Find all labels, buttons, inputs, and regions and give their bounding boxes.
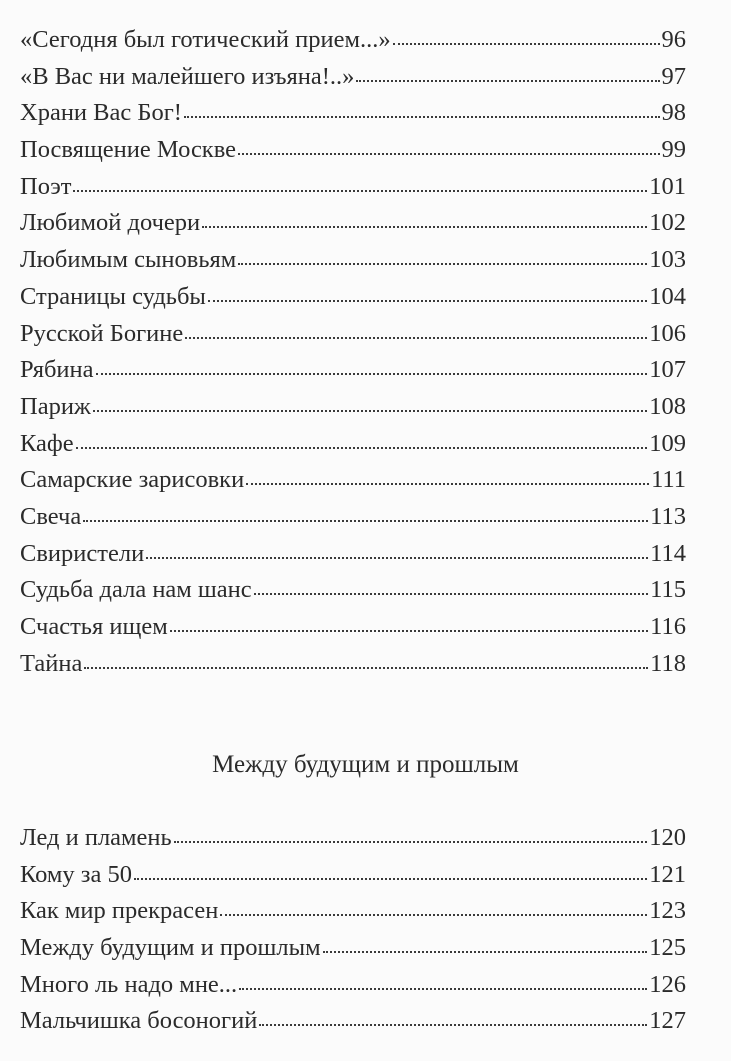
toc-entry-page: 101 (649, 172, 686, 200)
dot-leader (220, 912, 647, 916)
toc-entry-title: Храни Вас Бог! (20, 99, 182, 127)
toc-entry-title: «В Вас ни малейшего изъяна!..» (20, 62, 355, 90)
dot-leader (174, 839, 648, 843)
toc-entry[interactable] (20, 132, 686, 169)
section-heading: Между будущим и прошлым (212, 751, 519, 778)
toc-entry[interactable] (20, 646, 686, 683)
toc-entry-title: Поэт (20, 172, 72, 200)
toc-entry[interactable] (20, 389, 686, 426)
dot-leader (246, 481, 649, 485)
toc-entry[interactable] (20, 930, 686, 967)
toc-entry-page: 114 (650, 539, 686, 567)
toc-entry[interactable] (20, 499, 686, 536)
toc-entry-page: 126 (649, 970, 686, 998)
toc-entry[interactable] (20, 426, 686, 463)
toc-entry-title: Счастья ищем (20, 613, 168, 640)
toc-entry-page: 127 (649, 1007, 686, 1035)
toc-entry[interactable] (20, 59, 686, 96)
toc-entry-page: 108 (649, 392, 686, 420)
toc-list-part-2 (20, 820, 686, 1040)
toc-entry-title: Париж (20, 392, 91, 420)
dot-leader (208, 298, 647, 302)
toc-entry[interactable] (20, 462, 686, 499)
dot-leader (323, 949, 648, 953)
dot-leader (185, 335, 647, 339)
toc-entry[interactable] (20, 572, 686, 609)
dot-leader (238, 261, 647, 265)
toc-entry-page: 116 (650, 613, 686, 640)
toc-entry[interactable] (20, 169, 686, 206)
dot-leader (134, 876, 647, 880)
toc-entry-page: 120 (649, 824, 686, 851)
toc-entry-title: Кафе (20, 429, 74, 457)
dot-leader (239, 986, 647, 990)
toc-entry[interactable] (20, 95, 686, 132)
dot-leader (96, 371, 648, 375)
toc-entry-page: 115 (650, 576, 686, 604)
toc-entry-title: Как мир прекрасен (20, 897, 219, 925)
toc-entry-title: Много ль надо мне... (20, 970, 238, 998)
toc-entry-page: 118 (650, 649, 686, 677)
toc-entry[interactable] (20, 279, 686, 316)
toc-entry-title: Посвящение Москве (20, 136, 237, 164)
dot-leader (76, 445, 648, 449)
toc-entry-title: Любимым сыновьям (20, 246, 237, 274)
toc-entry-title: Страницы судьбы (20, 282, 206, 310)
toc-entry-title: Судьба дала нам шанс (20, 576, 252, 604)
toc-entry-title: Мальчишка босоногий (20, 1007, 258, 1035)
toc-entry-title: Любимой дочери (20, 209, 201, 237)
toc-entry-page: 103 (649, 246, 686, 274)
dot-leader (254, 591, 648, 595)
toc-entry-page: 111 (651, 466, 686, 494)
toc-entry-title: Между будущим и прошлым (20, 934, 321, 962)
toc-entry[interactable] (20, 536, 686, 573)
toc-entry[interactable] (20, 967, 686, 1004)
dot-leader (146, 555, 648, 559)
toc-entry[interactable] (20, 242, 686, 279)
dot-leader (84, 665, 648, 669)
toc-entry[interactable] (20, 609, 686, 646)
toc-entry-title: «Сегодня был готический прием...» (20, 26, 391, 53)
dot-leader (356, 78, 659, 82)
toc-list-part-1 (20, 22, 686, 682)
toc-entry-title: Кому за 50 (20, 860, 132, 888)
toc-entry[interactable] (20, 1003, 686, 1040)
toc-entry-page: 109 (649, 429, 686, 457)
toc-entry-page: 106 (649, 319, 686, 347)
toc-entry-page: 99 (661, 136, 686, 164)
dot-leader (184, 114, 660, 118)
toc-entry-page: 125 (649, 934, 686, 962)
toc-entry-title: Самарские зарисовки (20, 466, 245, 494)
toc-entry[interactable] (20, 205, 686, 242)
toc-entry-title: Русской Богине (20, 319, 184, 347)
toc-entry-page: 96 (661, 26, 686, 53)
dot-leader (93, 408, 647, 412)
dot-leader (259, 1022, 647, 1026)
toc-entry-title: Лед и пламень (20, 824, 172, 851)
toc-entry-title: Тайна (20, 649, 83, 677)
toc-entry[interactable] (20, 22, 686, 59)
toc-entry[interactable] (20, 820, 686, 857)
toc-entry-title: Рябина (20, 356, 94, 384)
toc-entry-page: 102 (649, 209, 686, 237)
toc-entry[interactable] (20, 893, 686, 930)
dot-leader (202, 224, 647, 228)
dot-leader (393, 41, 660, 45)
toc-entry-page: 121 (649, 860, 686, 888)
toc-entry-title: Свеча (20, 502, 82, 530)
toc-entry-page: 97 (661, 62, 686, 90)
dot-leader (83, 518, 648, 522)
toc-entry[interactable] (20, 857, 686, 894)
toc-entry-page: 107 (649, 356, 686, 384)
dot-leader (238, 151, 659, 155)
toc-entry-page: 123 (649, 897, 686, 925)
toc-entry-page: 113 (650, 502, 686, 530)
toc-entry-title: Свиристели (20, 539, 145, 567)
toc-entry-page: 104 (649, 282, 686, 310)
toc-entry[interactable] (20, 352, 686, 389)
toc-entry[interactable] (20, 316, 686, 353)
dot-leader (170, 628, 648, 632)
toc-entry-page: 98 (661, 99, 686, 127)
dot-leader (73, 188, 647, 192)
